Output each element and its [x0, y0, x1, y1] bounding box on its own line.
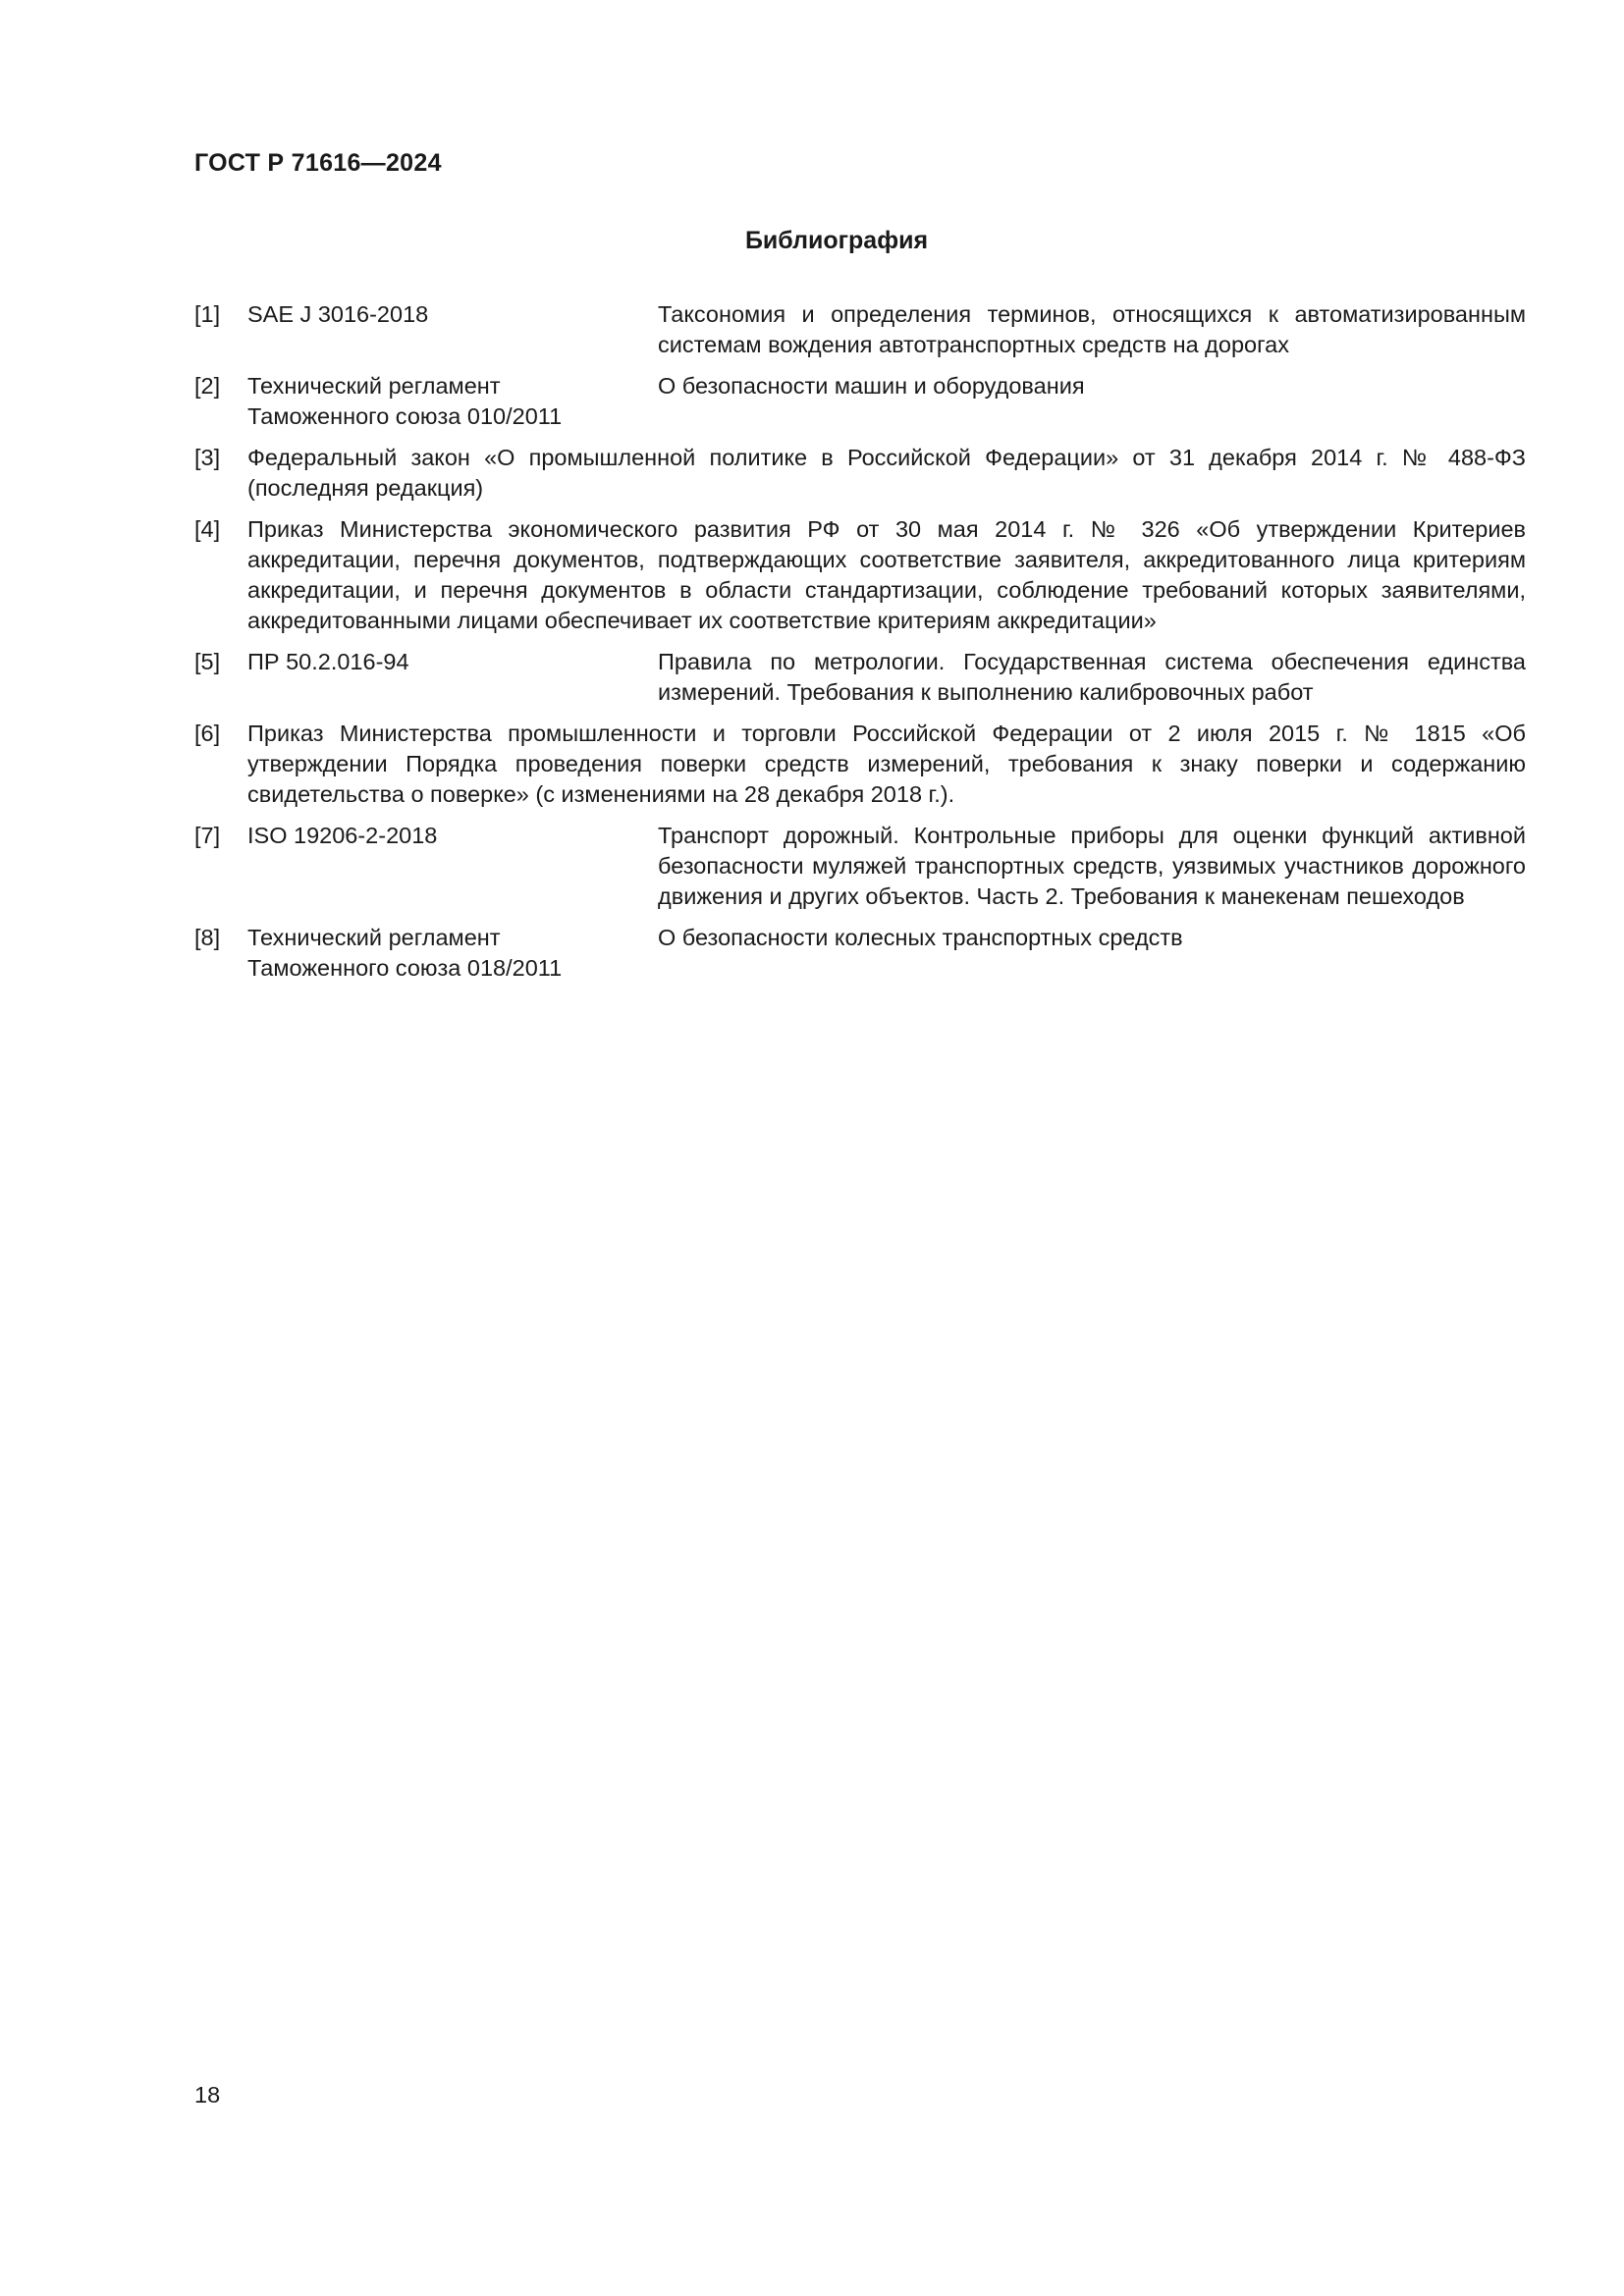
entry-number: [3]	[194, 445, 221, 470]
bibliography-entry	[194, 821, 1526, 912]
entry-full-text: Приказ Министерства промышленности и торговли Российской Федерации от 2 июля 2015 г. № 1815 «Об утверждении Порядка проведения поверки средств измерений, требования к знаку поверки и содержанию свидетельства о поверке» (с изменениями на 28 декабря 2018 г.).	[247, 721, 1526, 807]
entry-title: Правила по метрологии. Государственная система обеспечения единства измерений. Требования к выполнению калибровочных работ	[658, 649, 1526, 705]
page-number: 18	[194, 2082, 221, 2108]
bibliography-entry	[194, 443, 1526, 504]
document-code: ГОСТ Р 71616—2024	[194, 149, 442, 177]
entry-number: [6]	[194, 721, 221, 746]
entry-source: ПР 50.2.016-94	[247, 649, 409, 674]
entry-title: Таксономия и определения терминов, относящихся к автоматизированным системам вождения автотранспортных средств на дорогах	[658, 301, 1526, 357]
bibliography-list	[194, 299, 1526, 994]
entry-full-text: Приказ Министерства экономического развития РФ от 30 мая 2014 г. № 326 «Об утверждении Критериев аккредитации, перечня документов, подтверждающих соответствие заявителя, аккредитованного лица критериям аккредитации, и перечня документов в области стандартизации, соблюдение требований которых заявителями, аккредитованными лицами обеспечивает их соответствие критериям аккредитации»	[247, 516, 1526, 633]
entry-number: [7]	[194, 823, 221, 848]
entry-number: [4]	[194, 516, 221, 542]
entry-full-text: Федеральный закон «О промышленной политике в Российской Федерации» от 31 декабря 2014 г. № 488-ФЗ (последняя редакция)	[247, 445, 1526, 501]
bibliography-entry	[194, 923, 1526, 984]
bibliography-entry	[194, 371, 1526, 432]
entry-source: SAE J 3016-2018	[247, 301, 429, 327]
section-title: Библиография	[744, 227, 929, 254]
entry-source: Технический регламент Таможенного союза 010/2011	[247, 373, 563, 429]
entry-title: О безопасности колесных транспортных средств	[658, 925, 1183, 950]
entry-title: Транспорт дорожный. Контрольные приборы для оценки функций активной безопасности муляжей транспортных средств, уязвимых участников дорожного движения и других объектов. Часть 2. Требования к манекенам пешеходов	[658, 823, 1526, 909]
entry-title: О безопасности машин и оборудования	[658, 373, 1085, 399]
entry-source: ISO 19206-2-2018	[247, 823, 438, 848]
entry-number: [2]	[194, 373, 221, 399]
entry-number: [8]	[194, 925, 221, 950]
entry-number: [5]	[194, 649, 221, 674]
bibliography-entry	[194, 647, 1526, 708]
entry-source: Технический регламент Таможенного союза 018/2011	[247, 925, 563, 981]
bibliography-entry	[194, 299, 1526, 360]
bibliography-entry	[194, 719, 1526, 810]
bibliography-entry	[194, 514, 1526, 636]
entry-number: [1]	[194, 301, 221, 327]
